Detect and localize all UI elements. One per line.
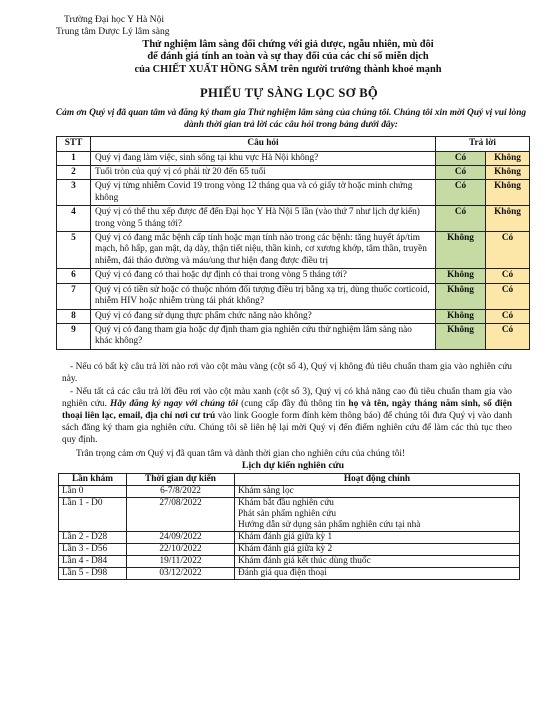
visit-name: Lần 0 — [59, 486, 127, 498]
header-visit: Lần khám — [59, 474, 127, 486]
question-number: 4 — [57, 206, 91, 232]
university-name: Trường Đại học Y Hà Nội — [64, 14, 165, 25]
study-title — [56, 39, 530, 76]
visit-activities — [235, 498, 520, 532]
answer-eligible: Không — [436, 283, 486, 309]
required-info-text: họ và tên, ngày tháng năm sinh, số điện thoại liên lạc, email, địa chỉ nơi cư trú — [62, 399, 512, 421]
study-title-line: để đánh giá tính an toàn và sự thay đổi của các chỉ số miễn dịch — [147, 51, 429, 63]
header-stt: STT — [57, 137, 91, 151]
answer-ineligible: Có — [486, 232, 530, 269]
study-title-line: Thử nghiệm lâm sàng đối chứng với giả dược, ngẫu nhiên, mù đôi — [142, 39, 434, 50]
schedule-header-row — [59, 474, 520, 486]
thanks-text: Trân trọng cảm ơn Quý vị đã quan tâm và dành thời gian cho nghiên cứu của chúng tôi! — [76, 449, 406, 460]
note-eligible-part: - Nếu tất cả các câu trả lời đều rơi vào cột màu xanh (cột số 3), Quý vị có khả năng cao đủ tiêu chuẩn tham gia vào nghiên cứu. — [62, 387, 512, 410]
note-eligible — [62, 387, 512, 446]
answer-ineligible: Không — [486, 151, 530, 165]
header-date: Thời gian dự kiến — [127, 474, 235, 486]
activity-item: Khám sàng lọc — [238, 486, 294, 497]
question-number: 1 — [57, 151, 91, 165]
visit-date: 22/10/2022 — [127, 544, 235, 556]
visit-name: Lần 5 - D98 — [59, 568, 127, 580]
note-eligible-part: vào link Google form đính kèm thông báo) để chúng tôi đưa Quý vị vào danh sách đăng ký tham gia nghiên cứu. Chúng tôi sẽ liên hệ lại mời Quý vị đến điểm nghiên cứu để làm các thủ tục theo quy định. — [62, 410, 513, 445]
screening-row — [57, 323, 530, 349]
question-text: Quý vị đang làm việc, sinh sống tại khu vực Hà Nội không? — [91, 151, 436, 165]
question-text: Quý vị có tiền sử hoặc có thuộc nhóm đối tượng điều trị bằng xạ trị, dùng thuốc corticoid, nhiễm HIV hoặc nhiễm trùng tái phát không? — [91, 283, 436, 309]
screening-row — [57, 180, 530, 206]
visit-date: 03/12/2022 — [127, 568, 235, 580]
schedule-row — [59, 556, 520, 568]
question-number: 7 — [57, 283, 91, 309]
screening-row — [57, 283, 530, 309]
center-name: Trung tâm Dược Lý lâm sàng — [56, 26, 170, 37]
form-title: PHIẾU TỰ SÀNG LỌC SƠ BỘ — [200, 86, 378, 101]
visit-activities — [235, 532, 520, 544]
notes — [56, 362, 530, 461]
answer-eligible: Có — [436, 206, 486, 232]
schedule-row — [59, 568, 520, 580]
activity-item: Khám đánh giá kết thúc dùng thuốc — [238, 556, 371, 567]
question-number: 9 — [57, 323, 91, 349]
activity-item: Hướng dẫn sử dụng sản phẩm nghiên cứu tại nhà — [238, 520, 421, 531]
activity-item: Khám đánh giá giữa kỳ 1 — [238, 532, 333, 543]
activity-item: Khám đánh giá giữa kỳ 2 — [238, 544, 333, 555]
visit-activities — [235, 556, 520, 568]
schedule-row — [59, 544, 520, 556]
visit-date: 6-7/8/2022 — [127, 486, 235, 498]
visit-date: 24/09/2022 — [127, 532, 235, 544]
visit-name: Lần 3 - D56 — [59, 544, 127, 556]
activity-item: Phát sản phẩm nghiên cứu — [238, 509, 336, 520]
answer-eligible: Không — [436, 309, 486, 323]
answer-eligible: Không — [436, 323, 486, 349]
answer-ineligible: Có — [486, 269, 530, 283]
note-eligible-part: (cung cấp đầy đủ thông tin — [238, 399, 349, 410]
question-number: 6 — [57, 269, 91, 283]
answer-ineligible: Không — [486, 166, 530, 180]
screening-table — [56, 136, 530, 350]
schedule-title: Lịch dự kiến nghiên cứu — [241, 460, 345, 472]
question-number: 5 — [57, 232, 91, 269]
schedule-table — [58, 473, 520, 580]
screening-row — [57, 166, 530, 180]
activity-item: Đánh giá qua điện thoại — [238, 568, 327, 579]
visit-name: Lần 1 - D0 — [59, 498, 127, 532]
answer-eligible: Có — [436, 166, 486, 180]
answer-ineligible: Có — [486, 309, 530, 323]
screening-row — [57, 151, 530, 165]
answer-eligible: Không — [436, 269, 486, 283]
answer-eligible: Có — [436, 180, 486, 206]
schedule-row — [59, 532, 520, 544]
question-text: Quý vị có đang sử dụng thực phẩm chức năng nào không? — [91, 309, 436, 323]
study-title-line: của CHIẾT XUẤT HỒNG SÂM trên người trưởng thành khoẻ mạnh — [134, 63, 442, 75]
screening-row — [57, 309, 530, 323]
answer-ineligible: Không — [486, 206, 530, 232]
visit-date: 19/11/2022 — [127, 556, 235, 568]
question-text: Quý vị có đang mắc bệnh cấp tính hoặc mạn tính nào trong các bệnh: tăng huyết áp/tim mạch, hô hấp, gan mật, dạ dày, thận tiết niệu, thần kinh, cơ xương khớp, tâm thần, truyền nhiễm, đái tháo đường và máu/ung thư hiện đang được điều trị — [91, 232, 436, 269]
question-text: Quý vị có thể thu xếp được để đến Đại học Y Hà Nội 5 lần (vào thứ 7 như lịch dự kiến) trong vòng 5 tháng tới? — [91, 206, 436, 232]
screening-row — [57, 269, 530, 283]
visit-activities — [235, 568, 520, 580]
header-answer: Trả lời — [436, 137, 530, 151]
answer-ineligible: Có — [486, 323, 530, 349]
question-number: 3 — [57, 180, 91, 206]
screening-row — [57, 232, 530, 269]
visit-activities — [235, 486, 520, 498]
note-ineligible: - Nếu có bất kỳ câu trả lời nào rơi vào cột màu vàng (cột số 4), Quý vị không đủ tiêu chuẩn tham gia vào nghiên cứu này. — [62, 361, 512, 384]
answer-eligible: Không — [436, 232, 486, 269]
screening-row — [57, 206, 530, 232]
answer-ineligible: Có — [486, 283, 530, 309]
question-text: Quý vị từng nhiễm Covid 19 trong vòng 12 tháng qua và có giấy tờ hoặc minh chứng không — [91, 180, 436, 206]
question-text: Quý vị có đang có thai hoặc dự định có thai trong vòng 5 tháng tới? — [91, 269, 436, 283]
intro-text: Cảm ơn Quý vị đã quan tâm và đăng ký tham gia Thử nghiệm lâm sàng của chúng tôi. Chúng tôi xin mời Quý vị vui lòng dành thời gian trả lời các câu hỏi trong bảng dưới đây: — [55, 108, 527, 131]
visit-activities — [235, 544, 520, 556]
answer-eligible: Có — [436, 151, 486, 165]
visit-name: Lần 4 - D84 — [59, 556, 127, 568]
header-question: Câu hỏi — [91, 137, 436, 151]
schedule-row — [59, 498, 520, 532]
visit-name: Lần 2 - D28 — [59, 532, 127, 544]
schedule-row — [59, 486, 520, 498]
register-now-text: Hãy đăng ký ngay với chúng tôi — [110, 399, 238, 410]
question-text: Quý vị có đang tham gia hoặc dự định tham gia nghiên cứu thử nghiệm lâm sàng nào khác không? — [91, 323, 436, 349]
question-text: Tuổi tròn của quý vị có phải từ 20 đến 65 tuổi — [91, 166, 436, 180]
visit-date: 27/08/2022 — [127, 498, 235, 532]
answer-ineligible: Không — [486, 180, 530, 206]
screening-header-row — [57, 137, 530, 151]
header-activity: Hoạt động chính — [235, 474, 520, 486]
activity-item: Khám bắt đầu nghiên cứu — [238, 498, 334, 509]
question-number: 8 — [57, 309, 91, 323]
question-number: 2 — [57, 166, 91, 180]
